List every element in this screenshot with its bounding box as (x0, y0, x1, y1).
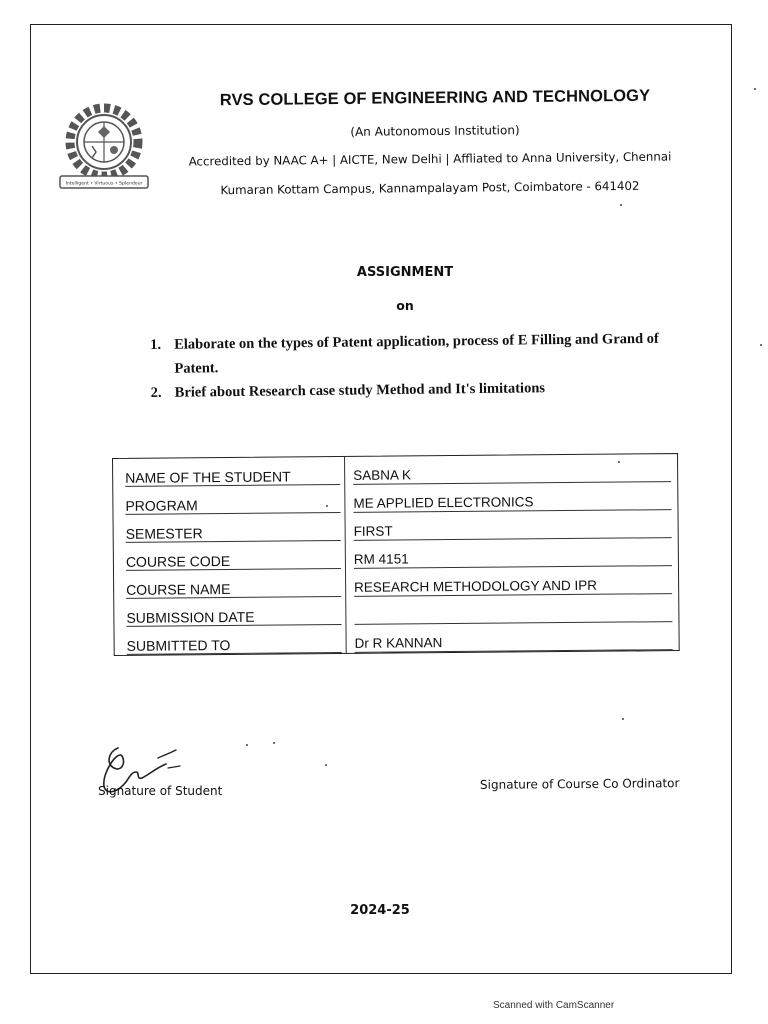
scan-speck (326, 505, 328, 507)
scan-speck (246, 744, 248, 746)
scanner-watermark: Scanned with CamScanner (493, 1000, 615, 1011)
coordinator-signature-label: Signature of Course Co Ordinator (479, 776, 680, 792)
logo-motto: Intelligent • Virtuous • Splendour (65, 181, 143, 187)
scan-speck (754, 88, 756, 90)
student-signature-label: Signature of Student (98, 784, 223, 798)
row-value: RESEARCH METHODOLOGY AND IPR (354, 577, 672, 597)
row-label: COURSE CODE (126, 552, 341, 571)
row-label: SUBMITTED TO (127, 636, 342, 655)
assignment-heading: ASSIGNMENT (356, 265, 454, 280)
scan-speck (273, 742, 275, 744)
row-label: COURSE NAME (126, 580, 341, 599)
row-label: NAME OF THE STUDENT (125, 468, 340, 487)
row-value: RM 4151 (354, 549, 672, 569)
college-address: Kumaran Kottam Campus, Kannampalayam Post, Coimbatore - 641402 (220, 178, 640, 198)
row-value: SABNA K (353, 465, 671, 485)
row-value: Dr R KANNAN (355, 633, 673, 653)
row-value: ME APPLIED ELECTRONICS (353, 493, 671, 513)
institution-status: (An Autonomous Institution) (350, 123, 520, 139)
scan-speck (622, 718, 624, 720)
question-text: Elaborate on the types of Patent application, process of E Filling and Grand of Patent. (174, 330, 659, 377)
row-value: FIRST (354, 521, 672, 541)
accreditation-line: Accredited by NAAC A+ | AICTE, New Delhi | Affliated to Anna University, Chennai (188, 149, 672, 169)
question-number: 2. (150, 384, 162, 401)
question-number: 1. (150, 336, 162, 353)
row-label: SEMESTER (126, 524, 341, 543)
student-details-table (112, 453, 680, 656)
college-name: RVS COLLEGE OF ENGINEERING AND TECHNOLOGY (219, 86, 651, 110)
scan-speck (618, 461, 620, 463)
table-row (114, 624, 678, 657)
scan-speck (325, 764, 327, 766)
scan-speck (620, 204, 622, 206)
assignment-on: on (396, 298, 414, 313)
question-list (150, 326, 691, 405)
academic-year: 2024-25 (350, 903, 410, 918)
row-label: SUBMISSION DATE (126, 608, 341, 627)
row-value (354, 605, 672, 625)
scan-speck (760, 344, 762, 346)
college-logo-icon (58, 98, 150, 192)
row-label: PROGRAM (125, 496, 340, 515)
question-item (150, 326, 691, 381)
question-text: Brief about Research case study Method and It's limitations (174, 380, 546, 401)
